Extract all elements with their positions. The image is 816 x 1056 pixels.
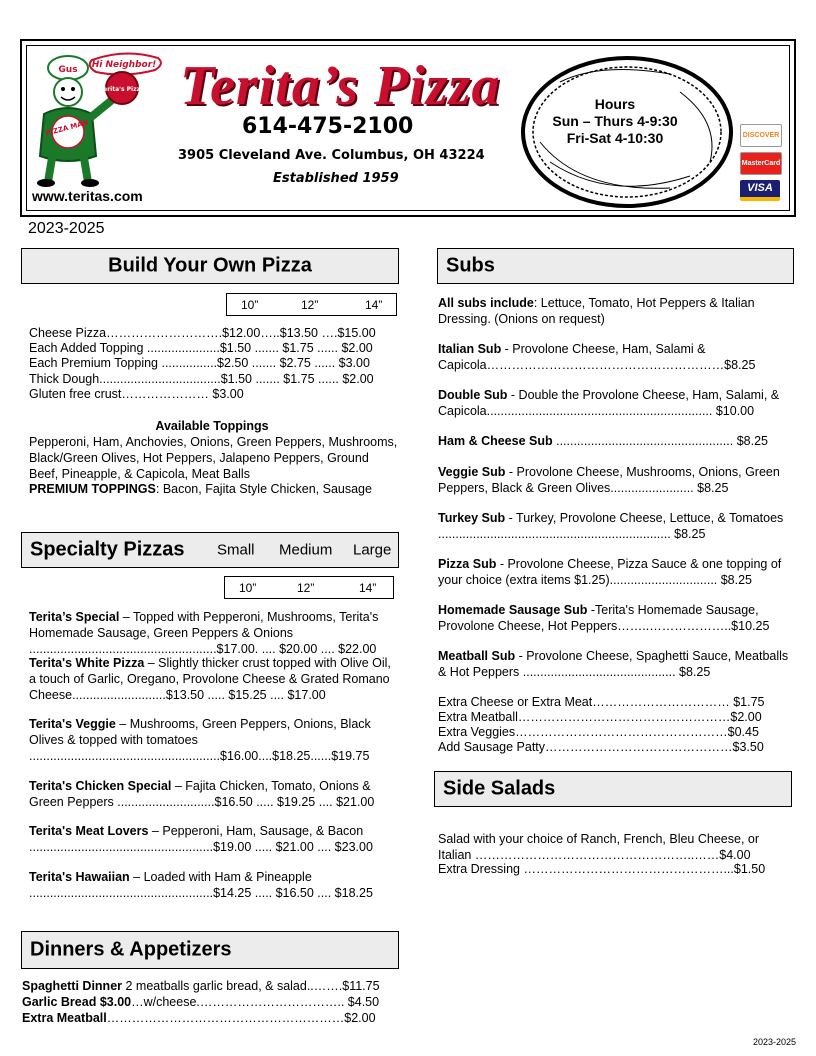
mascot-cap: Gus: [58, 65, 78, 75]
mascot-bubble: Hi Neighbor!: [91, 60, 157, 70]
website: www.teritas.com: [32, 188, 143, 204]
subs-title: Subs: [446, 254, 495, 277]
size-10: 10”: [241, 298, 259, 312]
toppings-title: Available Toppings: [155, 419, 269, 433]
build-row-thick: Thick Dough...................................$1.50 ....... $1.75 ...... $2.00: [29, 372, 374, 386]
build-pizza-title: Build Your Own Pizza: [108, 254, 312, 277]
build-pizza-header: [21, 248, 399, 284]
size-10: 10”: [239, 581, 257, 595]
specialty-header: [21, 532, 399, 568]
premium-toppings: [29, 481, 399, 497]
established: Established 1959: [273, 171, 399, 186]
footer-year: 2023-2025: [752, 1037, 796, 1047]
premium-label: PREMIUM TOPPINGS: [29, 482, 156, 496]
sub-extra: Extra Veggies……………………………………………$0.45: [438, 725, 759, 739]
dinner-item: Spaghetti Dinner 2 meatballs garlic bread, & salad..…….$11.75: [22, 979, 380, 993]
size-medium: Medium: [279, 541, 333, 559]
hours-weekend: Fri-Sat 4-10:30: [566, 130, 664, 146]
brand-title: Terita’s Pizza: [180, 55, 501, 117]
specialty-item: Terita's Veggie – Mushrooms, Green Peppers, Onions, Black Olives & topped with tomatoes .......................................................$16.00....$18.25......$19.75: [29, 717, 371, 763]
premium-text: : Bacon, Fajita Style Chicken, Sausage: [155, 482, 372, 496]
visa-card: VISA: [740, 180, 780, 201]
size-small: Small: [217, 541, 255, 559]
sub-item: Turkey Sub - Turkey, Provolone Cheese, Lettuce, & Tomatoes ................................................................... $8.25: [438, 511, 784, 541]
mascot-pizza: Terita's Pizza: [99, 86, 145, 93]
phone-number: 614-475-2100: [242, 114, 414, 139]
hours-block: [540, 96, 690, 147]
subs-header: [437, 248, 794, 284]
hours-weekday: Sun – Thurs 4-9:30: [552, 113, 678, 129]
salad-item: Salad with your choice of Ranch, French, Bleu Cheese, or Italian ……………………………………………..……$4.00: [438, 832, 760, 862]
dinner-item: Garlic Bread $3.00…w/cheese.…………………………….. $4.50: [22, 995, 380, 1009]
build-row-topping: Each Added Topping .....................$1.50 ....... $1.75 ...... $2.00: [29, 341, 373, 355]
specialty-item: Terita’s Special – Topped with Pepperoni, Mushrooms, Terita's Homemade Sausage, Green Peppers & Onions ......................................................$17.00. .... $20.00 .... $22.00: [29, 610, 379, 656]
sub-item: Ham & Cheese Sub ................................................... $8.25: [438, 434, 768, 448]
sub-item: Homemade Sausage Sub -Terita's Homemade Sausage, Provolone Cheese, Hot Peppers……..………………..$10.25: [438, 603, 770, 633]
specialty-item: Terita's Meat Lovers – Pepperoni, Ham, Sausage, & Bacon .....................................................$19.00 ..... $21.00 .... $23.00: [29, 824, 373, 854]
specialty-title: Specialty Pizzas: [30, 538, 185, 561]
specialty-size-box: [224, 576, 394, 599]
subs-intro: All subs include: Lettuce, Tomato, Hot Peppers & Italian Dressing. (Onions on request): [438, 296, 755, 326]
size-large: Large: [353, 541, 392, 559]
sub-item: Italian Sub - Provolone Cheese, Ham, Salami & Capicola…………………………………………………$8.25: [438, 342, 756, 372]
salads-header: [434, 771, 792, 807]
sub-item: Double Sub - Double the Provolone Cheese, Ham, Salami, & Capicola................................................................. $10.00: [438, 388, 780, 418]
specialty-item: Terita's Chicken Special – Fajita Chicken, Tomato, Onions & Green Peppers ............................$16.50 ..... $19.25 .... $21.00: [29, 779, 375, 809]
mascot-shirt: PIZZA MAN: [44, 118, 90, 138]
size-14: 14”: [365, 298, 383, 312]
year-label: 2023-2025: [28, 220, 105, 237]
salads-title: Side Salads: [443, 777, 556, 800]
sub-extra: Extra Meatball……………………………………………$2.00: [438, 710, 762, 724]
discover-card: DISCOVER: [740, 124, 782, 147]
dinners-header: [21, 931, 399, 969]
sub-item: Pizza Sub - Provolone Cheese, Pizza Sauce & one topping of your choice (extra items $1.25)............................... $8.25: [438, 557, 782, 587]
build-row-gluten: Gluten free crust………………… $3.00: [29, 387, 244, 401]
size-12: 12”: [297, 581, 315, 595]
sub-item: Veggie Sub - Provolone Cheese, Mushrooms, Onions, Green Peppers, Black & Green Olives........................ $8.25: [438, 465, 780, 495]
build-size-box: [226, 293, 397, 316]
salad-extra-dressing: Extra Dressing …………………………………………...$1.50: [438, 862, 766, 876]
build-row-cheese: Cheese Pizza……………………….$12.00…..$13.50 ….$15.00: [29, 326, 376, 340]
hours-title: Hours: [594, 96, 636, 112]
dinner-item: Extra Meatball…………………………………………………$2.00: [22, 1011, 376, 1025]
build-row-premium: Each Premium Topping ................$2.50 ....... $2.75 ...... $3.00: [29, 356, 370, 370]
address: 3905 Cleveland Ave. Columbus, OH 43224: [178, 148, 485, 163]
sub-item: Meatball Sub - Provolone Cheese, Spaghetti Sauce, Meatballs & Hot Peppers ............................................ $8.25: [438, 649, 789, 679]
sub-extra: Extra Cheese or Extra Meat…………………………… $1.75: [438, 695, 765, 709]
dinners-title: Dinners & Appetizers: [30, 938, 232, 961]
toppings-list: Pepperoni, Ham, Anchovies, Onions, Green Peppers, Mushrooms, Black/Green Olives, Hot Peppers, Jalapeno Peppers, Ground Beef, Pineapple, & Capicola, Meat Balls: [29, 435, 398, 481]
sub-extra: Add Sausage Patty………………………………………$3.50: [438, 740, 764, 754]
size-12: 12”: [301, 298, 319, 312]
specialty-item: Terita's Hawaiian – Loaded with Ham & Pineapple .....................................................$14.25 ..... $16.50 .... $18.25: [29, 870, 373, 900]
pizza-man-mascot: [30, 48, 165, 188]
mastercard-card: MasterCard: [740, 152, 782, 175]
size-14: 14”: [359, 581, 377, 595]
specialty-item: Terita's White Pizza – Slightly thicker crust topped with Olive Oil, a touch of Garlic, Oregano, Provolone Cheese & Grated Romano Cheese...........................$13.50 ..... $15.25 .... $17.00: [29, 656, 391, 702]
